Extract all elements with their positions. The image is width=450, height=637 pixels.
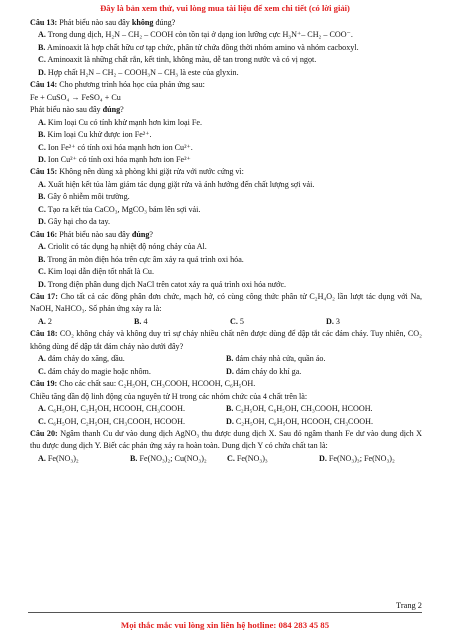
option-c: C. đám cháy do magie hoặc nhôm. <box>38 366 151 376</box>
exam-content <box>30 17 422 465</box>
option-b: B. Gây ô nhiễm môi trường. <box>38 192 130 202</box>
question-label: Câu 19: <box>30 379 58 389</box>
option-b: B. Kim loại Cu khử được ion Fe²⁺. <box>38 130 152 140</box>
question-19-prompt: Chiều tăng dần độ linh động của nguyên tử H trong các nhóm chức của 4 chất trên là: <box>30 391 308 401</box>
option-b: B. C₂H₅OH, C₆H₅OH, CH₃COOH, HCOOH. <box>226 404 373 414</box>
option-d: D. Hợp chất H₂N – CH₂ – COOH₃N – CH₃ là este của glyxin. <box>38 67 239 77</box>
question-label: Câu 14: <box>30 80 58 90</box>
option-b: B. 4 <box>134 316 148 326</box>
question-label: Câu 17: <box>30 291 58 301</box>
question-17: Câu 17: Cho tất cả các đồng phân đơn chức, mạch hở, có cùng công thức phân tử C₂H₄O₂ lần lượt tác dụng với Na, NaOH, NaHCO₃. Số phản ứng xảy ra là: <box>30 291 422 314</box>
option-d: D. Trong điện phân dung dịch NaCl trên catot xảy ra quá trình oxi hóa nước. <box>38 279 287 289</box>
chemical-equation: Fe + CuSO₄ → FeSO₄ + Cu <box>30 92 121 102</box>
question-15: Câu 15: Không nên dùng xà phòng khi giặt rửa với nước cứng vì: <box>30 167 244 177</box>
question-label: Câu 18: <box>30 329 58 339</box>
preview-banner: Đây là bản xem thử, vui lòng mua tài liệu để xem chi tiết (có lời giải) <box>100 3 350 13</box>
options-row <box>30 453 422 465</box>
option-d: D. 3 <box>326 316 340 326</box>
option-c: C. Tạo ra kết tủa CaCO₃, MgCO₃ bám lên sợi vải. <box>38 204 201 214</box>
options-row <box>30 353 422 365</box>
question-14: Câu 14: Cho phương trình hóa học của phản ứng sau: <box>30 80 205 90</box>
options-row <box>30 366 422 378</box>
option-c: C. 5 <box>230 316 244 326</box>
question-19: Câu 19: Cho các chất sau: C₂H₅OH, CH₃COOH, HCOOH, C₆H₅OH. <box>30 379 256 389</box>
question-18: Câu 18: CO₂ không cháy và không duy trì sự cháy nhiều chất nên được dùng để dập tắt các đám cháy. Tuy nhiên, CO₂ không dùng để dập tắt đám cháy nào dưới đây? <box>30 329 422 351</box>
option-a: A. Xuất hiện kết tủa làm giảm tác dụng giặt rửa và ảnh hưởng đến chất lượng sợi vải. <box>38 179 315 189</box>
option-a: A. Kim loại Cu có tính khử mạnh hơn kim loại Fe. <box>38 117 203 127</box>
footer-divider <box>28 612 422 613</box>
question-14-prompt: Phát biểu nào sau đây đúng? <box>30 105 124 115</box>
option-b: B. Trong ăn mòn điện hóa trên cực âm xảy ra quá trình oxi hóa. <box>38 254 244 264</box>
options-row <box>30 403 422 415</box>
option-b: B. Aminoaxit là hợp chất hữu cơ tạp chức, phân tử chứa đồng thời nhóm amino và nhóm cacboxyl. <box>38 42 359 52</box>
option-a: A. đám cháy do xăng, dầu. <box>38 354 125 364</box>
option-a: A. Trong dung dịch, H₂N – CH₂ – COOH còn tồn tại ở dạng ion lưỡng cực H₃N⁺– CH₂ – COO⁻. <box>38 30 353 40</box>
option-d: D. Gây hại cho da tay. <box>38 217 111 227</box>
option-c: C. Kim loại dẫn điện tốt nhất là Cu. <box>38 267 155 277</box>
options-row <box>30 416 422 428</box>
option-a: A. Criolit có tác dụng hạ nhiệt độ nóng chảy của Al. <box>38 242 207 252</box>
option-a: A. C₆H₅OH, C₂H₅OH, HCOOH, CH₃COOH. <box>38 404 186 414</box>
option-a: A. 2 <box>38 316 52 326</box>
option-c: C. Fe(NO₃)₃ <box>227 453 268 463</box>
option-b: B. đám cháy nhà cửa, quần áo. <box>226 354 326 364</box>
hotline-banner: Mọi thắc mắc vui lòng xin liên hệ hotline: 084 283 45 85 <box>120 620 330 630</box>
options-row <box>30 316 422 328</box>
option-c: C. Aminoaxit là những chất rắn, kết tinh, không màu, dễ tan trong nước và có vị ngọt. <box>38 55 317 65</box>
option-d: D. C₂H₅OH, C₆H₅OH, HCOOH, CH₃COOH. <box>226 416 374 426</box>
option-d: D. Ion Cu²⁺ có tính oxi hóa mạnh hơn ion Fe²⁺ <box>38 154 191 164</box>
option-b: B. Fe(NO₃)₂; Cu(NO₃)₂ <box>130 453 207 463</box>
option-d: D. Fe(NO₃)₃; Fe(NO₃)₂ <box>319 453 395 463</box>
question-20: Câu 20: Ngâm thanh Cu dư vào dung dịch AgNO₃ thu được dung dịch X. Sau đó ngâm thanh Fe dư vào dung dịch X thu được dung dịch Y. Biết các phản ứng xảy ra hoàn toàn. Dung dịch Y có chứa chất tan là: <box>30 428 422 451</box>
question-label: Câu 15: <box>30 167 58 177</box>
question-label: Câu 20: <box>30 428 58 438</box>
page-number: Trang 2 <box>396 601 422 610</box>
option-c: C. C₆H₅OH, C₂H₅OH, CH₃COOH, HCOOH. <box>38 416 186 426</box>
option-a: A. Fe(NO₃)₂ <box>38 453 79 463</box>
question-label: Câu 16: <box>30 229 58 239</box>
option-d: D. đám cháy do khí ga. <box>226 366 302 376</box>
question-13: Câu 13: Phát biểu nào sau đây không đúng? <box>30 18 176 27</box>
option-c: C. Ion Fe²⁺ có tính oxi hóa mạnh hơn ion Cu²⁺. <box>38 142 193 152</box>
question-16: Câu 16: Phát biểu nào sau đây đúng? <box>30 229 154 239</box>
question-label: Câu 13: <box>30 18 58 27</box>
